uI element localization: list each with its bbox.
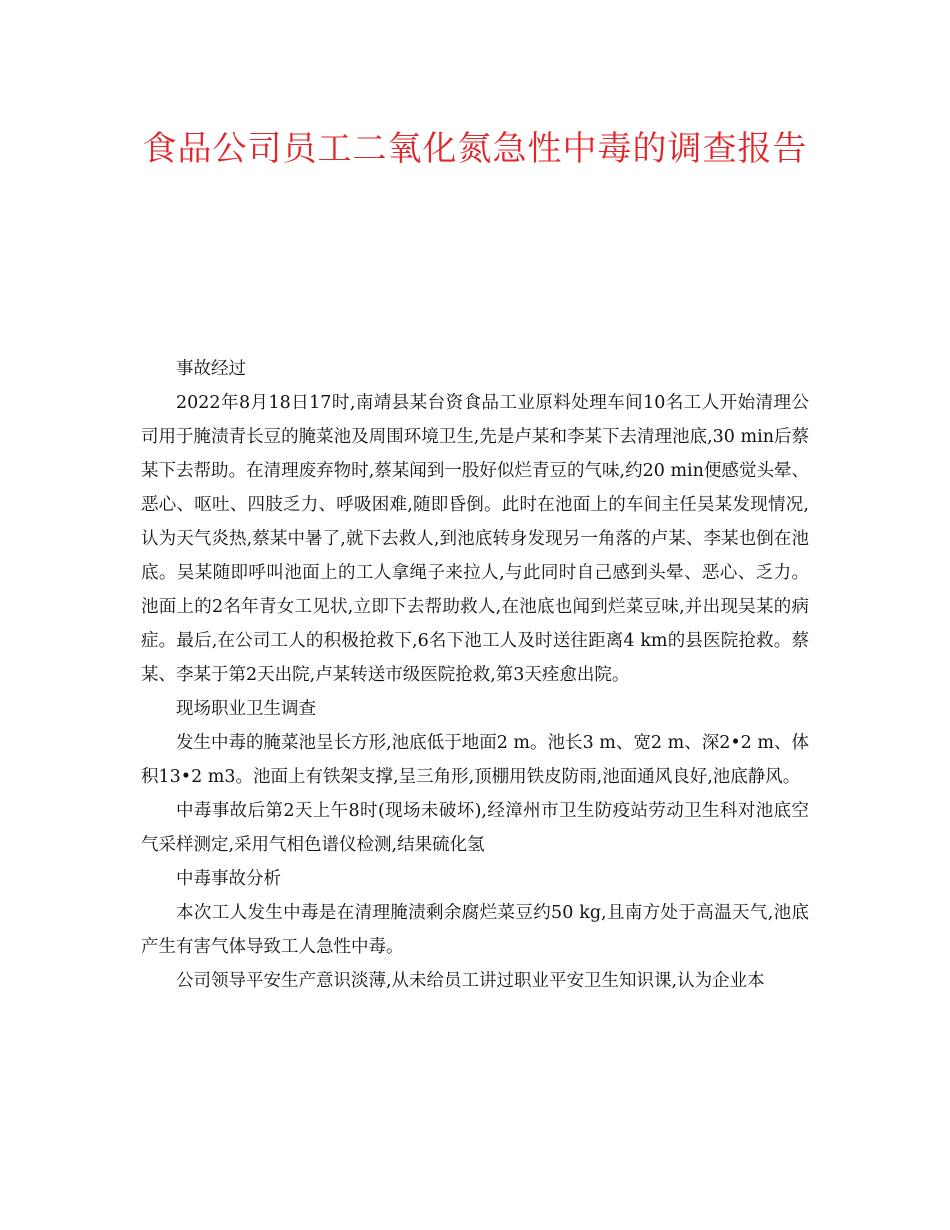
paragraph-management: 公司领导平安生产意识淡薄,从未给员工讲过职业平安卫生知识课,认为企业本 <box>176 971 765 991</box>
document-title: 食品公司员工二氧化氮急性中毒的调查报告 <box>142 129 808 169</box>
section-heading-accident: 事故经过 <box>176 359 246 379</box>
paragraph-pool-description: 发生中毒的腌菜池呈长方形,池底低于地面2 m。池长3 m、宽2 m、深2•2 m、体积13•2 m3。池面上有铁架支撑,呈三角形,顶棚用铁皮防雨,池面通风良好,池底静风。 <box>141 733 809 787</box>
paragraph-air-sampling: 中毒事故后第2天上午8时(现场未破坏),经漳州市卫生防疫站劳动卫生科对池底空气采样测定,采用气相色谱仪检测,结果硫化氢 <box>141 801 809 855</box>
section-heading-analysis: 中毒事故分析 <box>176 869 281 889</box>
paragraph-cause: 本次工人发生中毒是在清理腌渍剩余腐烂菜豆约50 kg,且南方处于高温天气,池底产生有害气体导致工人急性中毒。 <box>141 903 809 957</box>
paragraph-accident-details: 2022年8月18日17时,南靖县某台资食品工业原料处理车间10名工人开始清理公司用于腌渍青长豆的腌菜池及周围环境卫生,先是卢某和李某下去清理池底,30 min后蔡某下去帮助。在清理废弃物时,蔡某闻到一股好似烂青豆的气味,约20 min便感觉头晕、恶心、呕吐、四肢乏力、呼吸困难,随即昏倒。此时在池面上的车间主任吴某发现情况,认为天气炎热,蔡某中暑了,就下去救人,到池底转身发现另一角落的卢某、李某也倒在池底。吴某随即呼叫池面上的工人拿绳子来拉人,与此同时自己感到头晕、恶心、乏力。池面上的2名年青女工见状,立即下去帮助救人,在池底也闻到烂菜豆味,并出现吴某的病症。最后,在公司工人的积极抢救下,6名下池工人及时送往距离4 km的县医院抢救。蔡某、李某于第2天出院,卢某转送市级医院抢救,第3天痊愈出院。 <box>141 393 809 685</box>
document-body <box>141 352 809 998</box>
section-heading-site-survey: 现场职业卫生调查 <box>176 699 316 719</box>
